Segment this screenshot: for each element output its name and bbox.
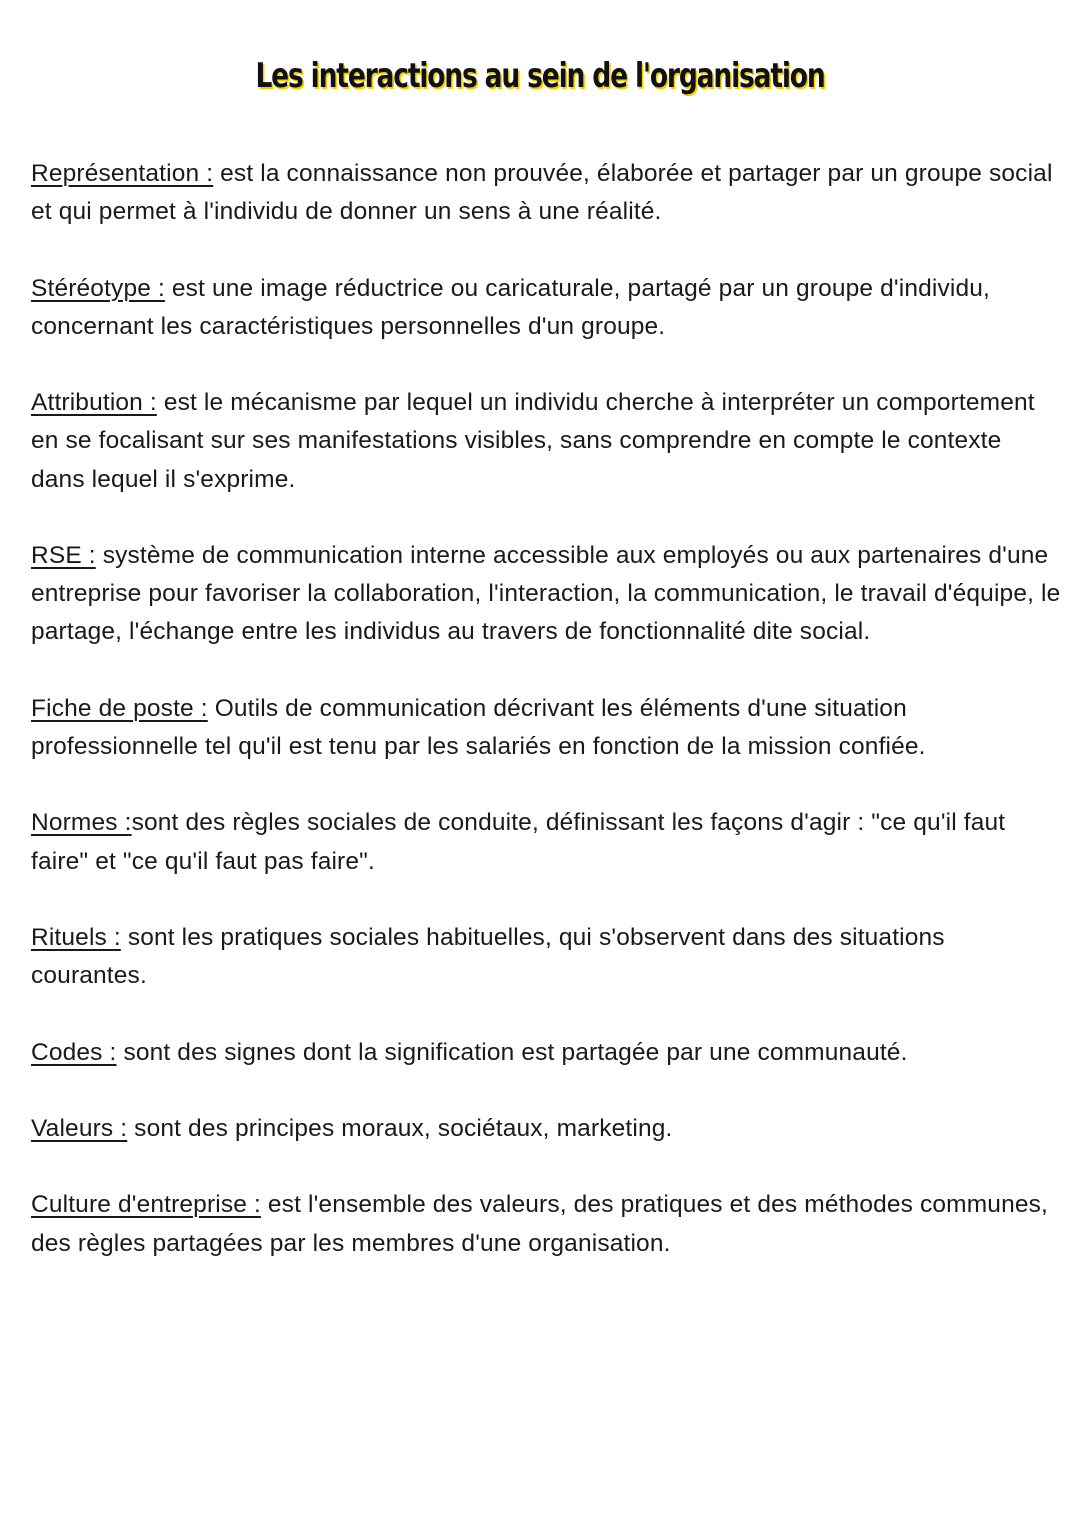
definition-rituels: [31, 919, 1061, 995]
definition-codes: [31, 1034, 1061, 1072]
definition-representation: [31, 155, 1061, 231]
definition-term: Stéréotype :: [31, 274, 165, 302]
definition-text: sont des signes dont la signification est partagée par une communauté.: [116, 1038, 908, 1066]
definitions-list: [31, 155, 1061, 1301]
page-title: Les interactions au sein de l'organisation: [255, 56, 825, 96]
definition-term: Rituels :: [31, 923, 121, 951]
definition-culture-d-entreprise: [31, 1186, 1061, 1262]
definition-fiche-de-poste: [31, 690, 1061, 766]
definition-term: RSE :: [31, 541, 96, 569]
definition-text: est le mécanisme par lequel un individu cherche à interpréter un comportement en se focalisant sur ses manifestations visibles, sans comprendre en compte le contexte dans lequel il s'exprime.: [31, 389, 1035, 493]
definition-text: est la connaissance non prouvée, élaborée et partager par un groupe social et qui permet à l'individu de donner un sens à une réalité.: [31, 160, 1053, 226]
definition-stereotype: [31, 270, 1061, 346]
definition-term: Valeurs :: [31, 1114, 128, 1142]
definition-text: est l'ensemble des valeurs, des pratiques et des méthodes communes, des règles partagées par les membres d'une organisation.: [31, 1191, 1048, 1257]
definition-text: sont des principes moraux, sociétaux, marketing.: [127, 1114, 673, 1142]
definition-term: Culture d'entreprise :: [31, 1191, 261, 1219]
definition-text: système de communication interne accessible aux employés ou aux partenaires d'une entreprise pour favoriser la collaboration, l'interaction, la communication, le travail d'équipe, le partage, l'échange entre les individus au travers de fonctionnalité dite social.: [31, 541, 1061, 646]
definition-term: Représentation :: [31, 160, 214, 187]
definition-normes: [31, 804, 1061, 880]
definition-text: sont les pratiques sociales habituelles, qui s'observent dans des situations courantes.: [31, 923, 945, 990]
definition-attribution: [31, 384, 1061, 499]
definition-term: Fiche de poste :: [31, 694, 208, 722]
definition-term: Attribution :: [31, 389, 157, 417]
definition-text: Outils de communication décrivant les éléments d'une situation professionnelle tel qu'il est tenu par les salariés en fonction de la mission confiée.: [31, 694, 926, 760]
definition-term: Normes :: [31, 809, 132, 837]
definition-term: Codes :: [31, 1038, 117, 1066]
definition-text: est une image réductrice ou caricaturale, partagé par un groupe d'individu, concernant les caractéristiques personnelles d'un groupe.: [31, 274, 990, 340]
definition-rse: [31, 537, 1061, 652]
definition-valeurs: [31, 1110, 1061, 1148]
definition-text: sont des règles sociales de conduite, définissant les façons d'agir : "ce qu'il faut faire" et "ce qu'il faut pas faire".: [31, 809, 1006, 875]
